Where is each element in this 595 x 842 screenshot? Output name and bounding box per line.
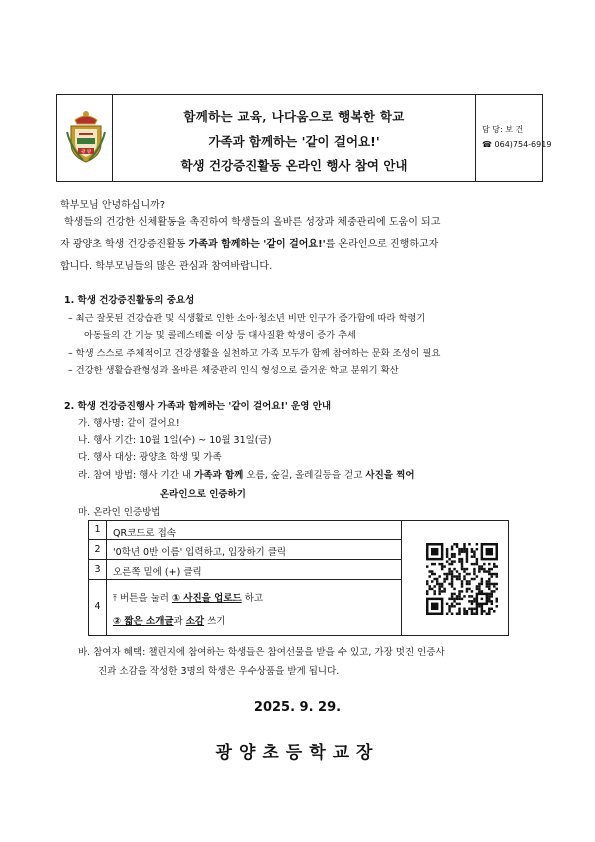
step4-b: ① 사진을 업로드 [171,593,242,604]
method-b: 가족과 함께 [194,470,244,481]
step-text-line-2 [113,613,225,627]
step4-c: 하고 [241,593,264,604]
verification-steps-table [88,520,509,636]
step4-f: 소감 [185,616,205,627]
contact-cell [475,95,552,181]
participation-method-cont: 온라인으로 인증하기 [160,489,246,500]
document-date: 2025. 9. 29. [253,700,342,715]
section1-item2: – 학생 스스로 주체적이고 건강생활을 실천하고 가족 모두가 함께 참여하는 문화 조성이 필요 [68,348,441,359]
step-row [89,521,401,540]
step-row [89,560,401,580]
event-name: 가. 행사명: 같이 걸어요! [78,418,180,429]
participant-benefit: 바. 참여자 혜택: 챌린지에 참여하는 학생들은 참여선물을 받을 수 있고, 가장 멋진 인증사 [78,647,445,658]
step-number: 3 [89,560,107,579]
upload-icon: ⤒ [113,594,117,604]
event-period: 나. 행사 기간: 10월 1일(수) ~ 10월 31일(금) [78,435,272,446]
step-text: '0학년 0반 이름' 입력하고, 입장하기 클릭 [113,547,287,558]
qr-cell [401,521,509,635]
intro-line-2-c: 를 온라인으로 진행하고자 [325,239,439,250]
step-text: 오른쪽 밑에 (+) 클릭 [113,567,202,578]
step-row [89,540,401,560]
intro-line-2 [60,235,438,250]
step-text: QR코드로 접속 [113,528,176,539]
method-a: 라. 참여 방법: 행사 기간 내 [78,470,195,481]
event-subtitle: 학생 건강증진활동 온라인 행사 참여 안내 [180,158,408,173]
section1-item1: – 최근 잘못된 건강습관 및 식생활로 인한 소아·청소년 비만 인구가 증가함에 따라 학령기 [68,313,426,324]
intro-line-3: 합니다. 학부모님들의 많은 관심과 참여바랍니다. [60,261,273,272]
section1-heading: 1. 학생 건강증진활동의 중요성 [64,295,195,306]
step4-d: ② 짧은 소개글 [113,616,174,627]
greeting: 학부모님 안녕하십니까? [60,200,166,211]
verification-heading: 마. 온라인 인증방법 [78,507,161,518]
logo-cell [57,95,113,181]
school-emblem-icon [65,108,107,164]
participant-benefit-cont: 진과 소감을 작성한 3명의 학생은 우수상품을 받게 됩니다. [98,666,340,677]
intro-line-2-b: 가족과 함께하는 '같이 걸어요!' [188,239,326,250]
principal-signature: 광양초등학교장 [215,743,380,763]
intro-line-1: 학생들의 건강한 신체활동을 촉진하여 학생들의 올바른 성장과 체중관리에 도움이 되고 [64,217,441,228]
step-number: 2 [89,540,107,559]
step4-a: 버튼을 눌러 [120,593,172,604]
step-number: 1 [89,521,107,539]
school-slogan: 함께하는 교육, 나다움으로 행복한 학교 [183,109,405,124]
logo-text: 광 양 [80,150,92,155]
section1-item3: – 건강한 생활습관형성과 올바른 체중관리 인식 형성으로 즐거운 학교 분위기 확산 [68,365,399,376]
qr-code-icon[interactable] [426,543,498,615]
step-text-line-1 [113,590,263,604]
step4-e: 과 [173,616,186,627]
event-title: 가족과 함께하는 '같이 걸어요!' [208,134,380,149]
participation-method [78,467,415,481]
header-main [113,95,475,181]
intro-line-2-a: 자 광양초 학생 건강증진활동 [60,239,189,250]
method-c: 오름, 숲길, 올레길등을 걷고 [243,470,366,481]
step4-g: 쓰기 [204,616,226,627]
method-d: 사진을 찍어 [365,470,415,481]
contact-phone: ☎ 064)754-6919 [482,140,552,149]
contact-person: 담 당: 보 건 [482,125,524,134]
section1-item1-cont: 아동들의 간 기능 및 콜레스테롤 이상 등 대사질환 학생이 증가 추세 [84,330,357,341]
event-target: 다. 행사 대상: 광양초 학생 및 가족 [78,452,222,463]
step-row [89,580,401,635]
letter-header [56,94,552,182]
section2-heading: 2. 학생 건강증진행사 가족과 함께하는 '같이 걸어요!' 운영 안내 [64,401,332,412]
step-number: 4 [89,580,107,635]
